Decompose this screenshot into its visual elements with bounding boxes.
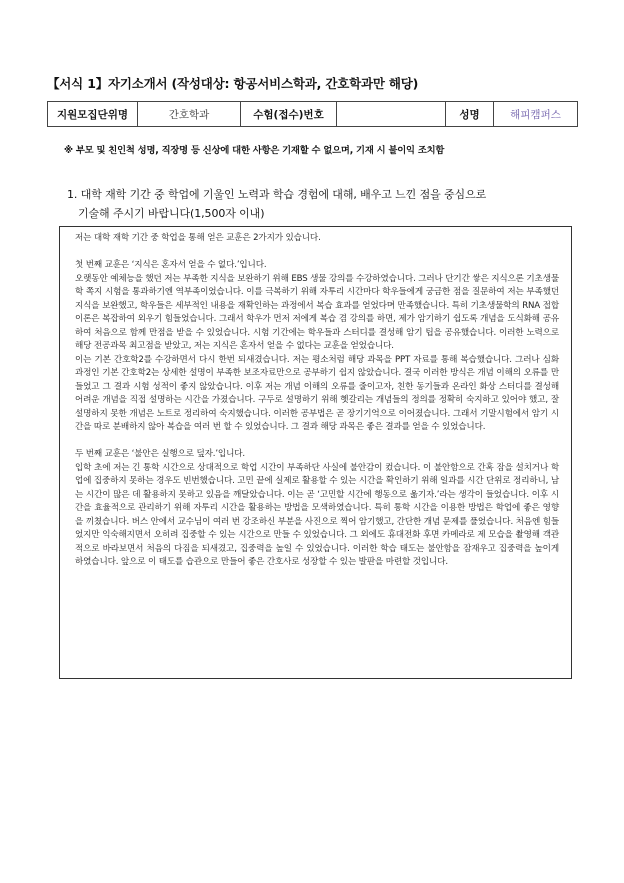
answer-box[interactable]: [59, 226, 572, 679]
first-lesson-heading: 첫 번째 교훈은 ‘지식은 혼자서 얻을 수 없다.’입니다.: [75, 260, 267, 270]
second-lesson-paragraph: 입학 초에 저는 긴 통학 시간으로 상대적으로 학업 시간이 부족하단 사실에 불안감이 컸습니다. 이 불안함으로 간혹 잠을 설치거나 학업에 집중하지 못하는 경우도 빈번했습니다. 고민 끝에 실제로 활용할 수 있는 시간을 확인하기 위해 일과를 시간 단위로 정리하니, 남는 시간이 많은 데 활용하지 못하고 있음을 깨달았습니다. 이는 곧 ‘고민할 시간에 행동으로 옮기자.’라는 생각이 들었습니다. 이후 시간을 효율적으로 관리하기 위해 자투리 시간을 활용하는 방법을 모색하였습니다. 특히 통학 시간을 이용한 방법은 학업에 좋은 영향을 끼쳤습니다. 버스 안에서 교수님이 여러 번 강조하신 부분을 사진으로 찍어 암기했고, 간단한 개념 문제를 풀었습니다. 처음엔 힘들었지만 익숙해지면서 오히려 집중할 수 있는 시간으로 만들 수 있었습니다. 그 외에도 휴대전화 후면 카메라로 제 모습을 촬영해 객관적으로 바라보면서 처음의 다짐을 되새겼고, 집중력을 높일 수 있었습니다. 이러한 학습 태도는 불안함을 잠재우고 집중력을 높이게 하였습니다. 앞으로 이 태도를 습관으로 만들어 좋은 간호사로 성장할 수 있는 발판을 마련할 것입니다.: [75, 462, 559, 567]
answer-intro: 저는 대학 재학 기간 중 학업을 통해 얻은 교훈은 2가지가 있습니다.: [75, 233, 321, 243]
form-title: 【서식 1】자기소개서 (작성대상: 항공서비스학과, 간호학과만 해당): [47, 76, 419, 91]
name-field[interactable]: 해피캠퍼스: [494, 102, 578, 127]
privacy-notice: ※ 부모 및 친인척 성명, 직장명 등 신상에 대한 사항은 기재할 수 없으며, 기재 시 불이익 조치함: [64, 145, 445, 156]
question-line-2: 기술해 주시기 바랍니다(1,500자 이내): [78, 207, 265, 220]
department-field[interactable]: 간호학과: [138, 102, 241, 127]
exam-number-field[interactable]: [337, 102, 446, 127]
first-lesson-paragraph-1: 오랫동안 예체능을 했던 저는 부족한 지식을 보완하기 위해 EBS 생물 강의를 수강하였습니다. 그러나 단기간 쌓은 지식으론 기초생물학 쪽지 시험을 통과하기엔 역부족이었습니다. 이를 극복하기 위해 자투리 시간마다 학우들에게 궁금한 점을 질문하여 저는 부족했던 지식을 보완했고, 학우들은 세부적인 내용을 재확인하는 과정에서 복습 효과를 얻었다며 만족했습니다. 특히 기초생물학의 RNA 접합 이론은 복잡하여 외우기 힘들었습니다. 그래서 학우가 먼저 저에게 복습 겸 강의를 하면, 제가 암기하기 쉽도록 개념을 도식화해 공유하여 처음으로 함께 만점을 받을 수 있었습니다. 시험 기간에는 학우들과 스터디를 결성해 암기 팁을 공유했습니다. 이러한 노력으로 해당 전공과목 최고점을 받았고, 저는 지식은 혼자서 얻을 수 없다는 교훈을 얻었습니다.: [75, 273, 559, 351]
second-lesson-heading: 두 번째 교훈은 ‘불안은 실행으로 덮자.’입니다.: [75, 449, 245, 459]
question-line-1: 1. 대학 재학 기간 중 학업에 기울인 노력과 학습 경험에 대해, 배우고 느낀 점을 중심으로: [67, 188, 487, 201]
applicant-info-table: [47, 101, 578, 127]
department-label: 지원모집단위명: [48, 102, 138, 127]
question-1: [67, 185, 567, 223]
first-lesson-paragraph-2: 이는 기본 간호학2를 수강하면서 다시 한번 되새겼습니다. 저는 평소처럼 해당 과목을 PPT 자료를 통해 복습했습니다. 그러나 심화 과정인 기본 간호학2는 상세한 설명이 부족한 보조자료만으로 공부하기 쉽지 않았습니다. 결국 이러한 방식은 개념 이해의 오류를 만들었고 그 결과 시험 성적이 좋지 않았습니다. 이후 저는 개념 이해의 오류를 줄이고자, 친한 동기들과 온라인 화상 스터디를 결성해 어려운 개념을 직접 설명하는 시간을 가졌습니다. 구두로 설명하기 위해 헷갈리는 개념들의 정의를 정확히 숙지하고 있어야 했고, 잘 설명하지 못한 개념은 노트로 정리하여 숙지했습니다. 이러한 공부법은 곧 장기기억으로 이어졌습니다. 그래서 기말시험에서 암기 시간을 따로 분배하지 않아 복습을 여러 번 할 수 있었습니다. 그 결과 해당 과목은 좋은 결과를 얻을 수 있었습니다.: [75, 354, 559, 432]
exam-number-label: 수험(접수)번호: [241, 102, 337, 127]
name-label: 성명: [446, 102, 494, 127]
